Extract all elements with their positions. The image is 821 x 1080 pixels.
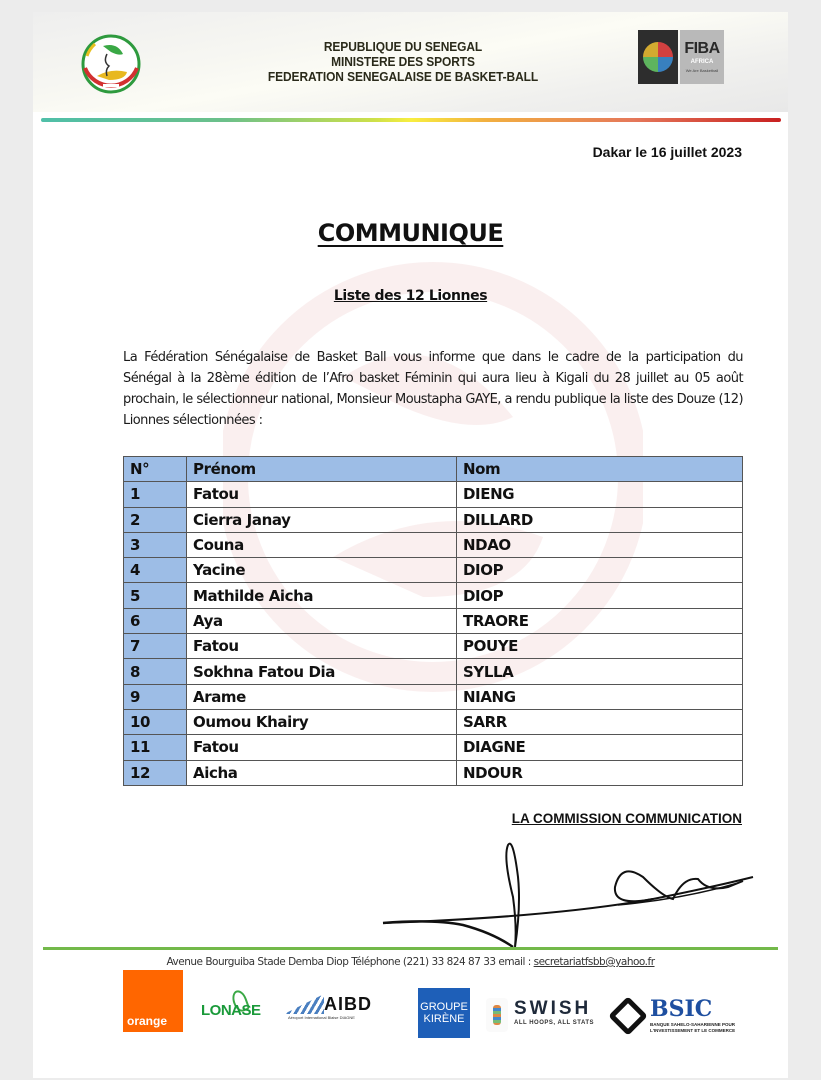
document-page (33, 12, 788, 1078)
swish-logo (514, 998, 614, 1032)
cell-first-name: Oumou Khairy (187, 709, 457, 734)
document-date: Dakar le 16 juillet 2023 (592, 144, 742, 160)
cell-first-name: Yacine (187, 558, 457, 583)
swish-app-icon (486, 998, 508, 1032)
cell-first-name: Arame (187, 684, 457, 709)
table-header-row (124, 457, 743, 482)
sponsor-logos (121, 970, 741, 1035)
cell-last-name: DIAGNE (457, 735, 743, 760)
cell-first-name: Mathilde Aicha (187, 583, 457, 608)
basketball-icon (638, 30, 678, 84)
cell-number: 2 (124, 507, 187, 532)
signatory: LA COMMISSION COMMUNICATION (511, 811, 742, 826)
cell-number: 7 (124, 634, 187, 659)
letterhead (33, 12, 788, 112)
lonase-wordmark: LONASE (201, 1002, 261, 1019)
cell-last-name: DIENG (457, 482, 743, 507)
kirene-logo (418, 988, 470, 1038)
cell-last-name: NDOUR (457, 760, 743, 785)
header-line-federation: FEDERATION SENEGALAISE DE BASKET-BALL (267, 69, 539, 84)
airplane-wing-icon (284, 994, 324, 1014)
cell-number: 12 (124, 760, 187, 785)
header-divider (41, 118, 781, 122)
fiba-word: FIBA (684, 40, 720, 57)
cell-first-name: Fatou (187, 735, 457, 760)
swish-tagline: ALL HOOPS, ALL STATS (514, 1020, 595, 1026)
cell-number: 11 (124, 735, 187, 760)
table-row (124, 634, 743, 659)
cell-first-name: Sokhna Fatou Dia (187, 659, 457, 684)
table-row (124, 532, 743, 557)
cell-number: 4 (124, 558, 187, 583)
header-line-republic: REPUBLIQUE DU SENEGAL (323, 39, 483, 54)
cell-first-name: Aicha (187, 760, 457, 785)
bsic-tagline: BANQUE SAHELO-SAHARIENNE POUR L'INVESTISSEMENT ET LE COMMERCE (650, 1022, 736, 1033)
bsic-logo (614, 996, 744, 1036)
roster-table (123, 456, 743, 786)
signature-icon (353, 837, 773, 947)
document-title: COMMUNIQUE (317, 219, 504, 247)
aibd-logo (284, 992, 404, 1022)
bsic-diamond-icon (608, 996, 648, 1036)
table-row (124, 507, 743, 532)
fiba-wordmark (680, 30, 724, 84)
letterhead-text (219, 39, 587, 84)
kirene-line2: KIRÈNE (423, 1013, 465, 1025)
lonase-logo (201, 990, 271, 1025)
header-first-name: Prénom (187, 457, 457, 482)
cell-last-name: NDAO (457, 532, 743, 557)
cell-first-name: Fatou (187, 482, 457, 507)
header-last-name: Nom (457, 457, 743, 482)
cell-number: 9 (124, 684, 187, 709)
cell-number: 1 (124, 482, 187, 507)
address-text: Avenue Bourguiba Stade Demba Diop Téléphone (221) 33 824 87 33 email : (166, 956, 534, 968)
document-subtitle: Liste des 12 Lionnes (333, 288, 488, 304)
cell-number: 6 (124, 608, 187, 633)
table-row (124, 583, 743, 608)
orange-wordmark: orange (127, 1014, 168, 1028)
cell-first-name: Aya (187, 608, 457, 633)
cell-last-name: DIOP (457, 583, 743, 608)
cell-last-name: NIANG (457, 684, 743, 709)
fiba-africa-logo (638, 30, 724, 84)
footer-divider (43, 947, 778, 950)
cell-last-name: DIOP (457, 558, 743, 583)
header-number: N° (124, 457, 187, 482)
header-line-ministry: MINISTERE DES SPORTS (331, 54, 475, 69)
cell-last-name: TRAORE (457, 608, 743, 633)
cell-number: 3 (124, 532, 187, 557)
table-row (124, 659, 743, 684)
bsic-wordmark: BSIC (650, 996, 713, 1022)
cell-last-name: DILLARD (457, 507, 743, 532)
cell-last-name: SARR (457, 709, 743, 734)
table-row (124, 684, 743, 709)
fiba-tagline: We Are Basketball (685, 68, 719, 73)
intro-paragraph: La Fédération Sénégalaise de Basket Ball vous informe que dans le cadre de la participation du Sénégal à la 28ème édition de l’Afro basket Féminin qui aura lieu à Kigali du 28 juillet au 05 août prochain, le sélectionneur national, Monsieur Moustapha GAYE, a rendu publique la liste des Douze (12) Lionnes sélectionnées : (123, 350, 743, 428)
cell-last-name: SYLLA (457, 659, 743, 684)
table-row (124, 709, 743, 734)
cell-number: 8 (124, 659, 187, 684)
table-row (124, 608, 743, 633)
cell-first-name: Fatou (187, 634, 457, 659)
table-row (124, 558, 743, 583)
table-row (124, 482, 743, 507)
orange-logo (123, 970, 183, 1032)
swish-wordmark: SWISH (514, 998, 592, 1019)
table-row (124, 735, 743, 760)
fiba-sub: AFRICA (690, 59, 714, 65)
cell-first-name: Couna (187, 532, 457, 557)
email-link[interactable]: secretariatfsbb@yahoo.fr (533, 956, 655, 968)
cell-number: 5 (124, 583, 187, 608)
kirene-line1: GROUPE (420, 1001, 468, 1013)
cell-first-name: Cierra Janay (187, 507, 457, 532)
aibd-tagline: Aéroport International Blaise DIAGNE (288, 1015, 355, 1020)
footer-address (33, 956, 788, 968)
aibd-wordmark: AIBD (324, 994, 372, 1014)
cell-number: 10 (124, 709, 187, 734)
fsbb-seal-icon (81, 34, 141, 94)
cell-last-name: POUYE (457, 634, 743, 659)
table-row (124, 760, 743, 785)
